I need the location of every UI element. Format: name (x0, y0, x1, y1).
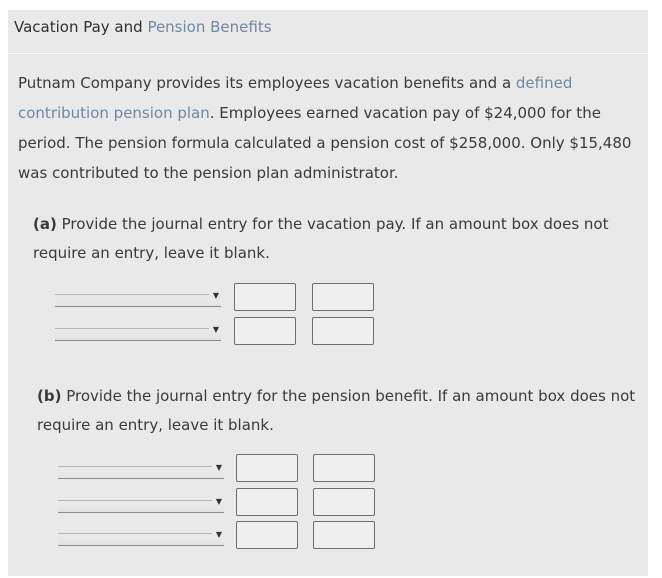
credit-input-a2[interactable] (312, 317, 374, 345)
debit-input-b1[interactable] (236, 454, 298, 482)
debit-input-a2[interactable] (234, 317, 296, 345)
glossary-link-defined-contribution[interactable]: defined contribution pension plan (18, 74, 573, 122)
question-a-label: (a) (33, 215, 57, 233)
question-b-label: (b) (37, 387, 62, 405)
title-link[interactable]: Pension Benefits (147, 18, 272, 36)
chevron-down-icon: ▼ (215, 497, 222, 506)
chevron-down-icon: ▼ (215, 530, 222, 539)
intro-text-2: . Employees earned vacation pay of $24,000 for the period. The pension formula calculated a pension cost of $258,000. Only $15,480 was contributed to the pension plan administrator. (18, 104, 632, 182)
account-select-a2[interactable] (55, 320, 221, 341)
credit-input-b2[interactable] (313, 488, 375, 516)
header-divider (8, 53, 648, 54)
credit-input-a1[interactable] (312, 283, 374, 311)
chevron-down-icon: ▼ (212, 325, 219, 334)
account-select-b1[interactable] (58, 458, 224, 479)
question-a-text: Provide the journal entry for the vacation pay. If an amount box does not require an entry, leave it blank. (33, 215, 609, 262)
debit-input-b3[interactable] (236, 521, 298, 549)
account-select-b2[interactable] (58, 492, 224, 513)
account-select-a1[interactable] (55, 286, 221, 307)
problem-title (14, 18, 272, 36)
credit-input-b3[interactable] (313, 521, 375, 549)
credit-input-b1[interactable] (313, 454, 375, 482)
chevron-down-icon: ▼ (215, 463, 222, 472)
problem-intro (18, 68, 644, 188)
intro-text-1: Putnam Company provides its employees vacation benefits and a (18, 74, 516, 92)
question-a (33, 210, 633, 268)
question-b-text: Provide the journal entry for the pension benefit. If an amount box does not require an entry, leave it blank. (37, 387, 636, 434)
debit-input-b2[interactable] (236, 488, 298, 516)
account-select-b3[interactable] (58, 525, 224, 546)
question-b (37, 382, 637, 440)
debit-input-a1[interactable] (234, 283, 296, 311)
title-text: Vacation Pay and (14, 18, 148, 36)
chevron-down-icon: ▼ (212, 291, 219, 300)
